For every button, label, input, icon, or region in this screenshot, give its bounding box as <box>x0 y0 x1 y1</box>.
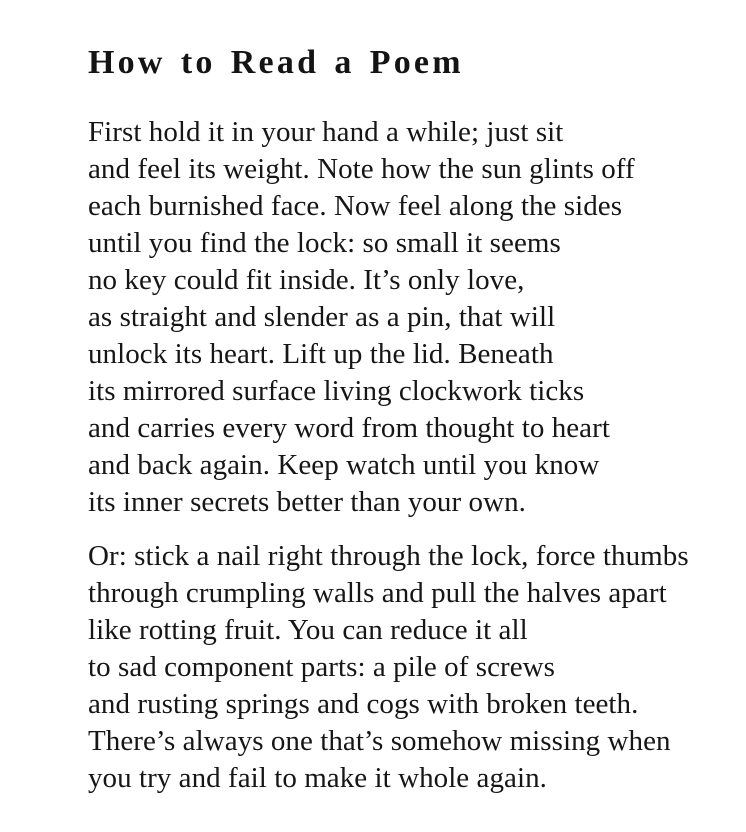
poem-stanza-2 <box>88 538 716 797</box>
poem-line: and rusting springs and cogs with broken teeth. <box>88 688 639 720</box>
poem-line: There’s always one that’s somehow missing when <box>88 725 671 757</box>
poem-line: its inner secrets better than your own. <box>88 486 526 518</box>
poem-body <box>88 114 716 797</box>
poem-line: and feel its weight. Note how the sun glints off <box>88 153 635 185</box>
poem-line: and back again. Keep watch until you know <box>88 449 600 481</box>
poem-line: like rotting fruit. You can reduce it all <box>88 614 528 646</box>
poem-stanza-1 <box>88 114 716 521</box>
poem-line: unlock its heart. Lift up the lid. Beneath <box>88 338 554 370</box>
poem-line: until you find the lock: so small it seems <box>88 227 561 259</box>
poem-line: Or: stick a nail right through the lock, force thumbs <box>88 540 689 572</box>
poem-line: and carries every word from thought to heart <box>88 412 610 444</box>
poem-line: no key could fit inside. It’s only love, <box>88 264 525 296</box>
poem-line: each burnished face. Now feel along the sides <box>88 190 623 222</box>
poem-title: How to Read a Poem <box>88 44 464 81</box>
poem-line: to sad component parts: a pile of screws <box>88 651 555 683</box>
poem-line: First hold it in your hand a while; just sit <box>88 116 564 148</box>
poem-line: its mirrored surface living clockwork ticks <box>88 375 585 407</box>
poem-line: you try and fail to make it whole again. <box>88 762 547 794</box>
poem-line: through crumpling walls and pull the halves apart <box>88 577 667 609</box>
poem-line: as straight and slender as a pin, that will <box>88 301 556 333</box>
